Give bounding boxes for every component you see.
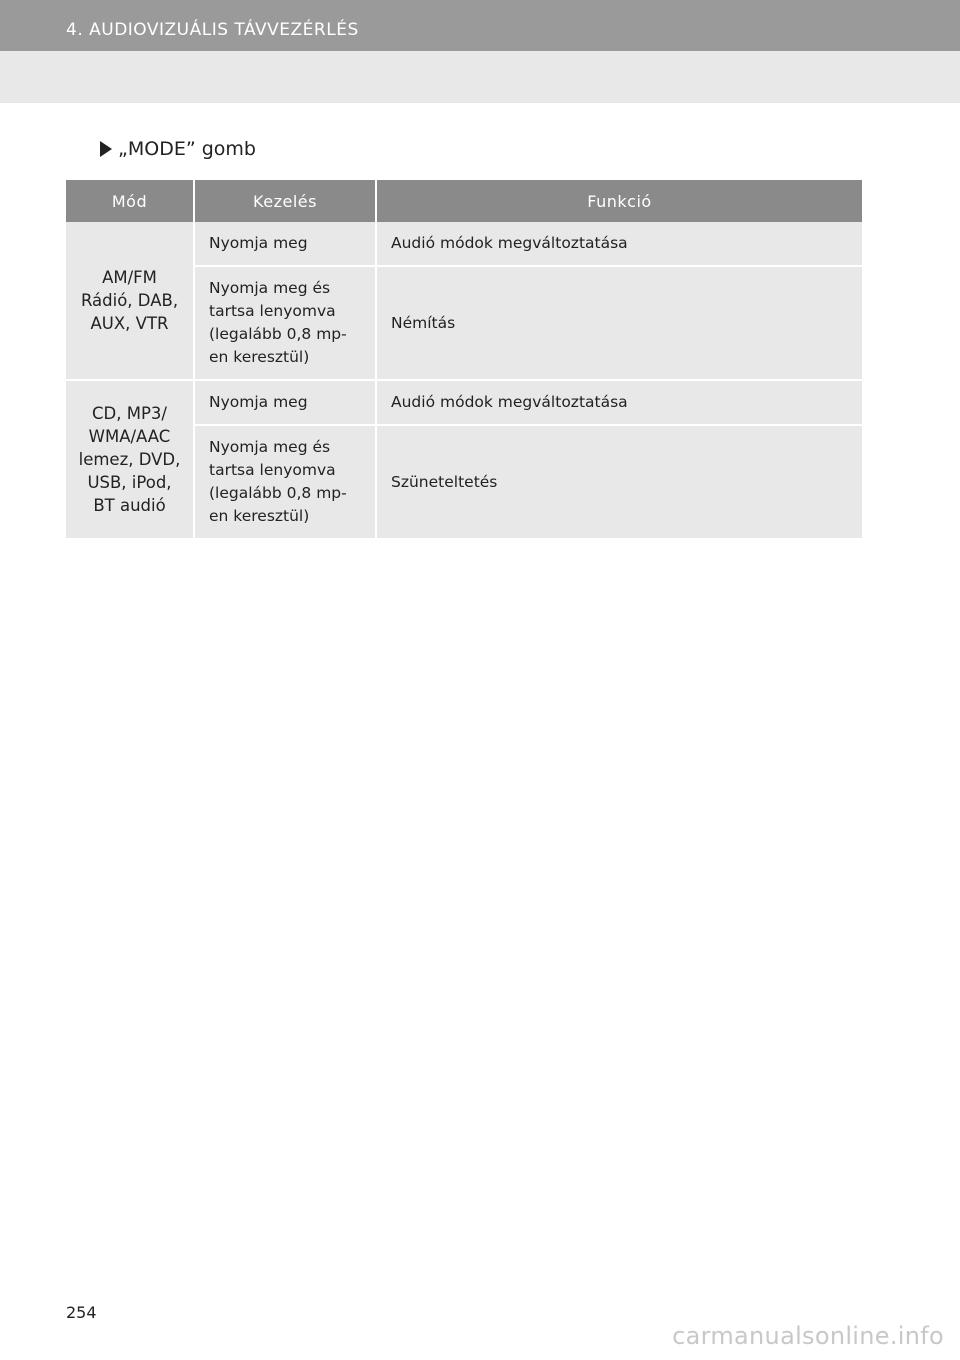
- column-header-function: Funkció: [376, 180, 862, 222]
- function-text: Némítás: [391, 313, 456, 332]
- header-bar: [0, 0, 960, 51]
- mode-line: lemez, DVD,: [78, 450, 181, 469]
- mode-line: USB, iPod,: [87, 473, 172, 492]
- operation-line: Nyomja meg és: [209, 279, 331, 297]
- operation-line: Nyomja meg: [209, 393, 308, 411]
- triangle-right-icon: [100, 141, 112, 157]
- operation-line: en keresztül): [209, 507, 310, 525]
- mode-cell: [66, 222, 194, 380]
- column-header-mode: Mód: [66, 180, 194, 222]
- mode-line: AUX, VTR: [90, 314, 169, 333]
- function-text: Audió módok megváltoztatása: [391, 393, 628, 411]
- section-heading-text: „MODE” gomb: [118, 138, 256, 160]
- mode-line: AM/FM: [102, 268, 157, 287]
- table-row: [66, 380, 862, 425]
- table-header-row: [66, 180, 862, 222]
- operation-cell: [194, 380, 376, 425]
- mode-line: WMA/AAC: [88, 427, 171, 446]
- operation-line: tartsa lenyomva: [209, 461, 336, 479]
- mode-line: Rádió, DAB,: [80, 291, 179, 310]
- watermark: carmanualsonline.info: [672, 1322, 944, 1350]
- mode-cell: [66, 380, 194, 538]
- function-cell: [376, 222, 862, 266]
- mode-button-table: [66, 180, 862, 538]
- function-cell: [376, 380, 862, 425]
- function-text: Szüneteltetés: [391, 472, 498, 491]
- operation-line: Nyomja meg és: [209, 438, 331, 456]
- function-text: Audió módok megváltoztatása: [391, 234, 628, 252]
- section-heading: [100, 138, 256, 160]
- header-band: [0, 51, 960, 103]
- operation-cell: [194, 425, 376, 538]
- mode-line: BT audió: [93, 496, 166, 515]
- operation-line: tartsa lenyomva: [209, 302, 336, 320]
- function-cell: [376, 266, 862, 380]
- operation-cell: [194, 222, 376, 266]
- column-header-operation: Kezelés: [194, 180, 376, 222]
- chapter-title: 4. AUDIOVIZUÁLIS TÁVVEZÉRLÉS: [66, 20, 359, 40]
- mode-line: CD, MP3/: [92, 404, 167, 423]
- operation-line: (legalább 0,8 mp-: [209, 325, 347, 343]
- operation-line: (legalább 0,8 mp-: [209, 484, 347, 502]
- page-number: 254: [66, 1303, 97, 1322]
- function-cell: [376, 425, 862, 538]
- operation-cell: [194, 266, 376, 380]
- operation-line: en keresztül): [209, 348, 310, 366]
- operation-line: Nyomja meg: [209, 234, 308, 252]
- table-row: [66, 222, 862, 266]
